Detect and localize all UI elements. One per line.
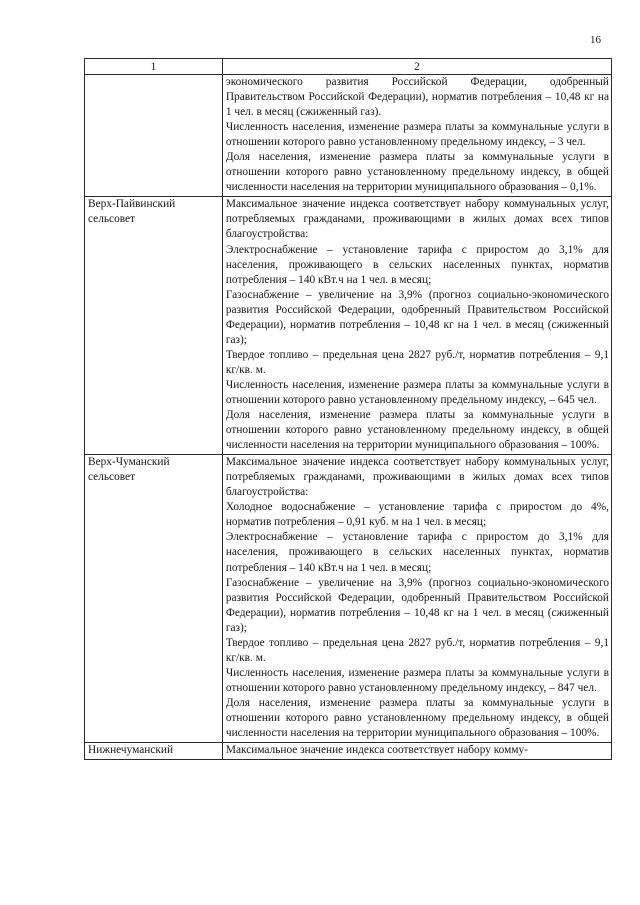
description-cell [222, 743, 611, 760]
page-number: 16 [590, 34, 601, 46]
municipality-name-cell [85, 455, 223, 743]
municipality-name-cell [85, 197, 223, 455]
column-header-2: 2 [222, 59, 611, 75]
description-paragraph: экономического развития Российской Федерации, одобренный Правительством Российской Федерации), норматив потребления – 10,48 кг на 1 чел. в месяц (сжиженный газ). [225, 76, 609, 119]
municipality-name-cell [85, 75, 223, 197]
table-header-row [85, 59, 612, 75]
municipality-name-line: Нижнечуманский [88, 744, 174, 757]
municipality-name-cell [85, 743, 223, 760]
description-cell [222, 197, 611, 455]
indices-table [84, 58, 612, 760]
description-paragraph: Газоснабжение – увеличение на 3,9% (прогноз социально-экономического развития Российской Федерации, одобренный Правительством Российской Федерации), норматив потребления – 10,48 кг на 1 чел. в месяц (сжиженный газ); [225, 576, 609, 634]
column-header-1: 1 [85, 59, 223, 75]
description-paragraph: Газоснабжение – увеличение на 3,9% (прогноз социально-экономического развития Российской Федерации, одобренный Правительством Российской Федерации), норматив потребления – 10,48 кг на 1 чел. в месяц (сжиженный газ); [225, 288, 609, 346]
description-paragraph: Доля населения, изменение размера платы за коммунальные услуги в отношении которого равно установленному предельному индексу, в общей численности населения на территории муниципального образования – 100%. [225, 409, 609, 452]
description-cell [222, 455, 611, 743]
municipality-name-line: Верх-Пайвинский [88, 198, 176, 211]
table-row [85, 455, 612, 743]
municipality-name-line: Верх-Чуманский [88, 456, 170, 469]
description-paragraph: Холодное водоснабжение – установление тарифа с приростом до 4%, норматив потребления – 0,91 куб. м на 1 чел. в месяц; [225, 501, 609, 529]
description-paragraph: Максимальное значение индекса соответствует набору коммунальных услуг, потребляемых гражданами, проживающими в жилых домах всех типов благоустройства: [225, 198, 609, 241]
description-paragraph: Численность населения, изменение размера платы за коммунальные услуги в отношении которого равно установленному предельному индексу, – 847 чел. [225, 666, 609, 694]
description-paragraph: Электроснабжение – установление тарифа с приростом до 3,1% для населения, проживающего в сельских населенных пунктах, норматив потребления – 140 кВт.ч на 1 чел. в месяц; [225, 531, 609, 574]
description-paragraph: Твердое топливо – предельная цена 2827 руб./т, норматив потребления – 9,1 кг/кв. м. [225, 348, 609, 376]
description-paragraph: Максимальное значение индекса соответствует набору комму- [225, 744, 528, 757]
description-paragraph: Численность населения, изменение размера платы за коммунальные услуги в отношении которого равно установленному предельному индексу, – 645 чел. [225, 378, 609, 406]
description-paragraph: Электроснабжение – установление тарифа с приростом до 3,1% для населения, проживающего в сельских населенных пунктах, норматив потребления – 140 кВт.ч на 1 чел. в месяц; [225, 243, 609, 286]
municipality-name-line: сельсовет [88, 213, 136, 226]
description-paragraph: Доля населения, изменение размера платы за коммунальные услуги в отношении которого равно установленному предельному индексу, в общей численности населения на территории муниципального образования – 100%. [225, 696, 609, 740]
table-row [85, 197, 612, 455]
description-paragraph: Твердое топливо – предельная цена 2827 руб./т, норматив потребления – 9,1 кг/кв. м. [225, 636, 609, 664]
description-cell [222, 75, 611, 197]
table-row [85, 75, 612, 197]
description-paragraph: Доля населения, изменение размера платы за коммунальные услуги в отношении которого равно установленному предельному индексу, в общей численности населения на территории муниципального образования – 0,1%. [225, 151, 609, 194]
description-paragraph: Численность населения, изменение размера платы за коммунальные услуги в отношении которого равно установленному предельному индексу, – 3 чел. [225, 121, 609, 149]
description-paragraph: Максимальное значение индекса соответствует набору коммунальных услуг, потребляемых гражданами, проживающими в жилых домах всех типов благоустройства: [225, 456, 609, 499]
municipality-name-line: сельсовет [88, 471, 136, 484]
table-row [85, 743, 612, 760]
